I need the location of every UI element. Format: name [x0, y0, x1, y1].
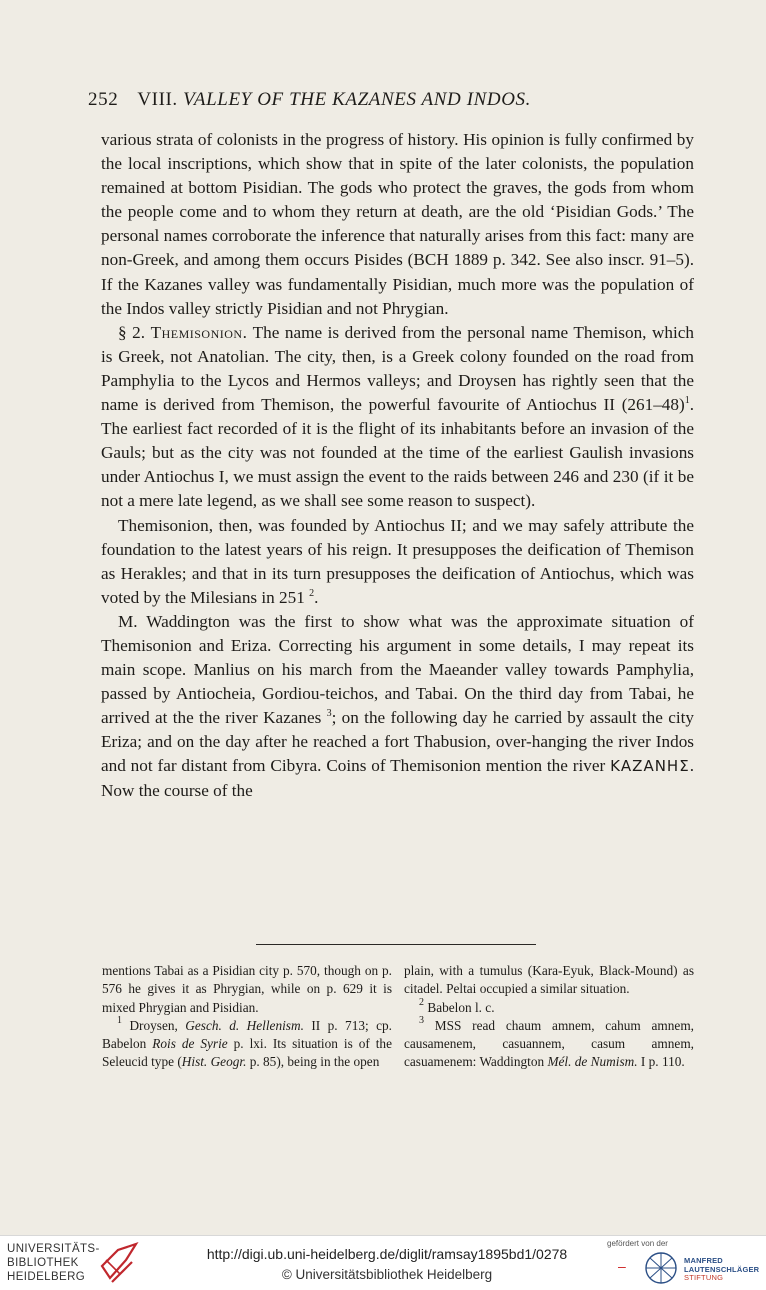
- footnote-continuation: mentions Tabai as a Pisidian city p. 570, though on p. 576 he gives it as Phrygian, while on p. 629 it is mixed Phrygian and Pisidian.: [102, 963, 392, 1015]
- paragraph-4: M. Waddington was the first to show what was the approximate situation of Themisonion and Eriza. Correcting his argument in some details, I may repeat its main scope. Manlius on his march from the Maeander valley towards Pamphylia, passed by Antiocheia, Gordiou-teichos, and Tabai. On the third day from Tabai, he arrived at the the river Kazanes $^3$; on the following day he carried by assault the city Eriza; and on the day after he reached a fort Thabusion, over-hanging the river Indos and not far distant from Cibyra. Coins of Themisonion mention the river ΚΑΖΑΝΗΣ. Now the course of the: [101, 611, 694, 800]
- chapter-number: VIII.: [137, 89, 178, 110]
- footnote-2: $^2$ Babelon l. c.: [419, 996, 495, 1015]
- paragraph-2: § 2. Themisonion. The name is derived from the personal name Themison, which is Greek, not Anatolian. The city, then, is a Greek colony founded on the road from Pamphylia to the Lycos and Hermos valleys; and Droysen has rightly seen that the name is derived from Themison, the powerful favourite of Antiochus II $(261-48)^1$. The earliest fact recorded of it is the flight of its inhabitants before an invasion of the Gauls; but as the city was not founded at the time of the earliest Gaulish invasions under Antiochus I, we must assign the event to the raids between 246 and 230 (if it be not a mere late legend, as we shall see some reason to suspect).: [101, 322, 694, 511]
- footnote-3: $^3$ MSS read chaum amnem, cahum amnem, causamenem, casuannem, casum amnem, casuamenem: Waddington Mél. de Numism. I p. 110.: [404, 1014, 694, 1070]
- footnotes-right-column: [404, 962, 694, 1072]
- footnote-ref-3: 3: [326, 708, 332, 720]
- footnote-1: $^1$ Droysen, Gesch. d. Hellenism. II p. 713; cp. Babelon Rois de Syrie p. lxi. Its situation is of the Seleucid type (Hist. Geogr. p. 85), being in the open: [102, 1014, 392, 1070]
- paragraph-3: Themisonion, then, was founded by Antiochus II; and we may safely attribute the foundation to the latest years of his reign. It presupposes the deification of Themison as Herakles; and that in its turn presupposes the deification of Antiochus, which was voted by the Milesians in 251 $^2$.: [101, 515, 694, 607]
- footnote-continuation: plain, with a tumulus (Kara-Eyuk, Black-Mound) as citadel. Peltai occupied a similar situation.: [404, 963, 694, 997]
- footnote-divider: [256, 944, 536, 945]
- foundation-name: MANFRED LAUTENSCHLÄGER STIFTUNG: [684, 1256, 760, 1282]
- footnote-ref-2: 2: [309, 587, 315, 599]
- page-number: 252: [88, 89, 119, 110]
- footnote-ref-1: 1: [684, 395, 690, 407]
- copyright-notice: © Universitätsbibliothek Heidelberg: [281, 1267, 493, 1282]
- section-mark: § 2.: [118, 322, 146, 342]
- footnotes-left-column: [102, 962, 392, 1072]
- main-text: [101, 128, 694, 803]
- separator-mark: –: [618, 1258, 626, 1274]
- permalink-url[interactable]: http://digi.ub.uni-heidelberg.de/diglit/ramsay1895bd1/0278: [206, 1246, 568, 1262]
- library-logo-icon: [98, 1240, 140, 1286]
- greek-inscription: ΚΑΖΑΝΗΣ: [610, 757, 690, 776]
- chapter-title: VALLEY OF THE KAZANES AND INDOS.: [183, 89, 531, 110]
- sponsor-caption: gefördert von der: [607, 1239, 668, 1248]
- section-heading: Themisonion.: [150, 322, 248, 342]
- paragraph-1: various strata of colonists in the progress of history. His opinion is fully confirmed by the local inscriptions, which show that in spite of the later colonists, the population remained at bottom Pisidian. The gods who protect the graves, the gods from whom the people come and to whom they return at death, are the old ‘Pisidian Gods.’ The personal names corroborate the inference that naturally arises from this fact: many are non-Greek, and among them occurs Pisides (BCH 1889 p. 342. See also inscr. 91–5). If the Kazanes valley was fundamentally Pisidian, much more was the population of the Indos valley strictly Pisidian and not Phrygian.: [101, 130, 694, 318]
- foundation-logo-icon: [642, 1250, 680, 1286]
- running-header: [88, 89, 694, 111]
- library-name: UNIVERSITÄTS- BIBLIOTHEK HEIDELBERG: [7, 1243, 100, 1283]
- footnotes: [102, 962, 694, 1072]
- digitization-footer: [0, 1235, 766, 1290]
